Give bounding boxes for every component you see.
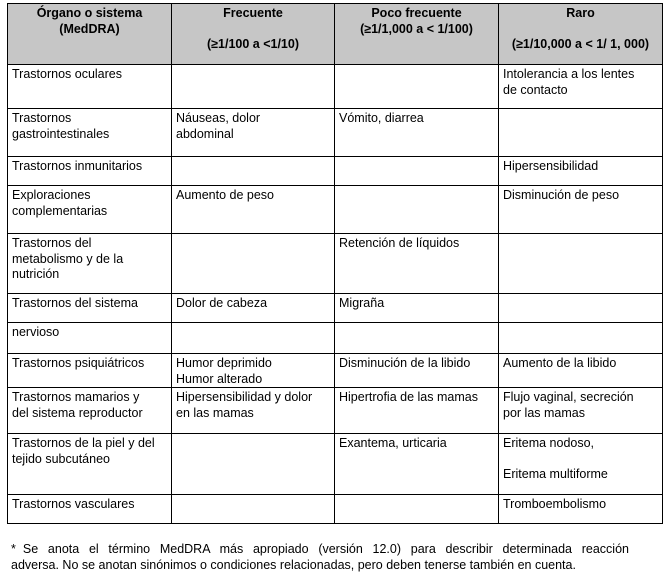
cell-organ xyxy=(8,157,172,186)
cell-text: Vómito, diarrea xyxy=(339,111,424,125)
cell-infrequent xyxy=(335,65,499,109)
table-row xyxy=(8,294,663,323)
cell-rare xyxy=(499,157,663,186)
cell-frequent xyxy=(172,388,335,434)
cell-organ xyxy=(8,65,172,109)
cell-text: Trastornos xyxy=(12,111,72,125)
cell-text: tejido subcutáneo xyxy=(12,451,110,466)
cell-organ xyxy=(8,186,172,234)
cell-text xyxy=(503,452,658,467)
cell-frequent xyxy=(172,186,335,234)
cell-rare xyxy=(499,495,663,524)
footnote-line-2: adversa. No se anotan sinónimos o condiciones relacionadas, pero deben tenerse también en cuenta. xyxy=(11,557,576,572)
cell-infrequent xyxy=(335,186,499,234)
header-organ-sublabel: (MedDRA) xyxy=(59,21,120,36)
header-rare-range: (≥1/10,000 a < 1/ 1, 000) xyxy=(511,36,650,51)
cell-text: Eritema nodoso, xyxy=(503,436,595,450)
header-infrequent-range: (≥1/1,000 a < 1/100) xyxy=(360,21,473,36)
table-row xyxy=(8,65,663,109)
cell-text: Exantema, urticaria xyxy=(339,436,447,450)
cell-rare xyxy=(499,388,663,434)
cell-text: Trastornos psiquiátricos xyxy=(12,356,145,370)
cell-text: Aumento de la libido xyxy=(503,356,617,370)
cell-text: Trastornos oculares xyxy=(12,67,122,81)
cell-organ xyxy=(8,109,172,157)
cell-text: Trastornos inmunitarios xyxy=(12,159,143,173)
cell-rare xyxy=(499,434,663,495)
cell-text: por las mamas xyxy=(503,405,585,420)
footnote-text-1: Se anota el término MedDRA más apropiado (versión 12.0) para describir determinada reacción xyxy=(22,542,629,556)
cell-rare xyxy=(499,323,663,354)
cell-text: Hipersensibilidad y dolor xyxy=(176,390,313,404)
cell-rare xyxy=(499,354,663,388)
cell-text: Trastornos del sistema xyxy=(12,296,138,310)
cell-frequent xyxy=(172,495,335,524)
cell-text: Trastornos vasculares xyxy=(12,497,135,511)
adverse-reactions-table xyxy=(7,3,663,524)
cell-text: Migraña xyxy=(339,296,385,310)
cell-text: Exploraciones xyxy=(12,188,91,202)
cell-infrequent xyxy=(335,388,499,434)
table-row xyxy=(8,157,663,186)
cell-text: nervioso xyxy=(12,325,60,339)
cell-frequent xyxy=(172,157,335,186)
header-organ-label: Órgano o sistema xyxy=(36,6,143,20)
footnote xyxy=(11,542,629,573)
cell-text: Trastornos mamarios y xyxy=(12,390,140,404)
cell-rare xyxy=(499,65,663,109)
header-rare xyxy=(499,4,663,65)
table-row xyxy=(8,434,663,495)
cell-organ xyxy=(8,323,172,354)
cell-text: complementarias xyxy=(12,203,108,218)
cell-frequent xyxy=(172,234,335,294)
header-organ-system xyxy=(8,4,172,65)
cell-infrequent xyxy=(335,294,499,323)
cell-text: Eritema multiforme xyxy=(503,466,608,481)
cell-frequent xyxy=(172,434,335,495)
cell-text: Humor deprimido xyxy=(176,356,272,370)
cell-rare xyxy=(499,186,663,234)
cell-text: Humor alterado xyxy=(176,371,263,386)
cell-organ xyxy=(8,388,172,434)
cell-text: Aumento de peso xyxy=(176,188,274,202)
cell-infrequent xyxy=(335,434,499,495)
cell-frequent xyxy=(172,323,335,354)
cell-text: Intolerancia a los lentes xyxy=(503,67,635,81)
table-body xyxy=(8,65,663,524)
cell-text: nutrición xyxy=(12,267,60,281)
cell-frequent xyxy=(172,65,335,109)
cell-frequent xyxy=(172,294,335,323)
cell-rare xyxy=(499,109,663,157)
header-infrequent xyxy=(335,4,499,65)
header-frequent-label: Frecuente xyxy=(223,6,283,20)
cell-infrequent xyxy=(335,323,499,354)
cell-organ xyxy=(8,354,172,388)
cell-text: de contacto xyxy=(503,82,568,97)
cell-text: Tromboembolismo xyxy=(503,497,607,511)
cell-organ xyxy=(8,495,172,524)
cell-text: abdominal xyxy=(176,126,234,141)
cell-organ xyxy=(8,294,172,323)
cell-text: Náuseas, dolor xyxy=(176,111,261,125)
header-frequent xyxy=(172,4,335,65)
cell-text: Disminución de peso xyxy=(503,188,620,202)
header-rare-label: Raro xyxy=(566,6,595,20)
cell-text: Hipersensibilidad xyxy=(503,159,599,173)
cell-text: Trastornos del xyxy=(12,236,92,250)
table-row xyxy=(8,109,663,157)
table-row xyxy=(8,495,663,524)
cell-rare xyxy=(499,294,663,323)
cell-infrequent xyxy=(335,495,499,524)
header-infrequent-label: Poco frecuente xyxy=(371,6,462,20)
table-row xyxy=(8,323,663,354)
table-header-row xyxy=(8,4,663,65)
cell-text: del sistema reproductor xyxy=(12,405,143,420)
cell-infrequent xyxy=(335,234,499,294)
cell-organ xyxy=(8,234,172,294)
table-row xyxy=(8,354,663,388)
cell-text: gastrointestinales xyxy=(12,126,110,141)
cell-frequent xyxy=(172,354,335,388)
cell-text: metabolismo y de la xyxy=(12,251,124,266)
footnote-marker: * xyxy=(11,542,16,556)
table-row xyxy=(8,186,663,234)
cell-frequent xyxy=(172,109,335,157)
cell-text: Dolor de cabeza xyxy=(176,296,268,310)
table-row xyxy=(8,234,663,294)
cell-text: Retención de líquidos xyxy=(339,236,460,250)
table-row xyxy=(8,388,663,434)
cell-text: Trastornos de la piel y del xyxy=(12,436,155,450)
cell-text: en las mamas xyxy=(176,405,254,420)
cell-infrequent xyxy=(335,109,499,157)
cell-organ xyxy=(8,434,172,495)
cell-text: Hipertrofia de las mamas xyxy=(339,390,478,404)
cell-infrequent xyxy=(335,157,499,186)
cell-text: Flujo vaginal, secreción xyxy=(503,390,634,404)
cell-rare xyxy=(499,234,663,294)
footnote-line-1 xyxy=(11,542,629,558)
cell-infrequent xyxy=(335,354,499,388)
cell-text: Disminución de la libido xyxy=(339,356,471,370)
header-frequent-range: (≥1/100 a <1/10) xyxy=(207,36,299,51)
